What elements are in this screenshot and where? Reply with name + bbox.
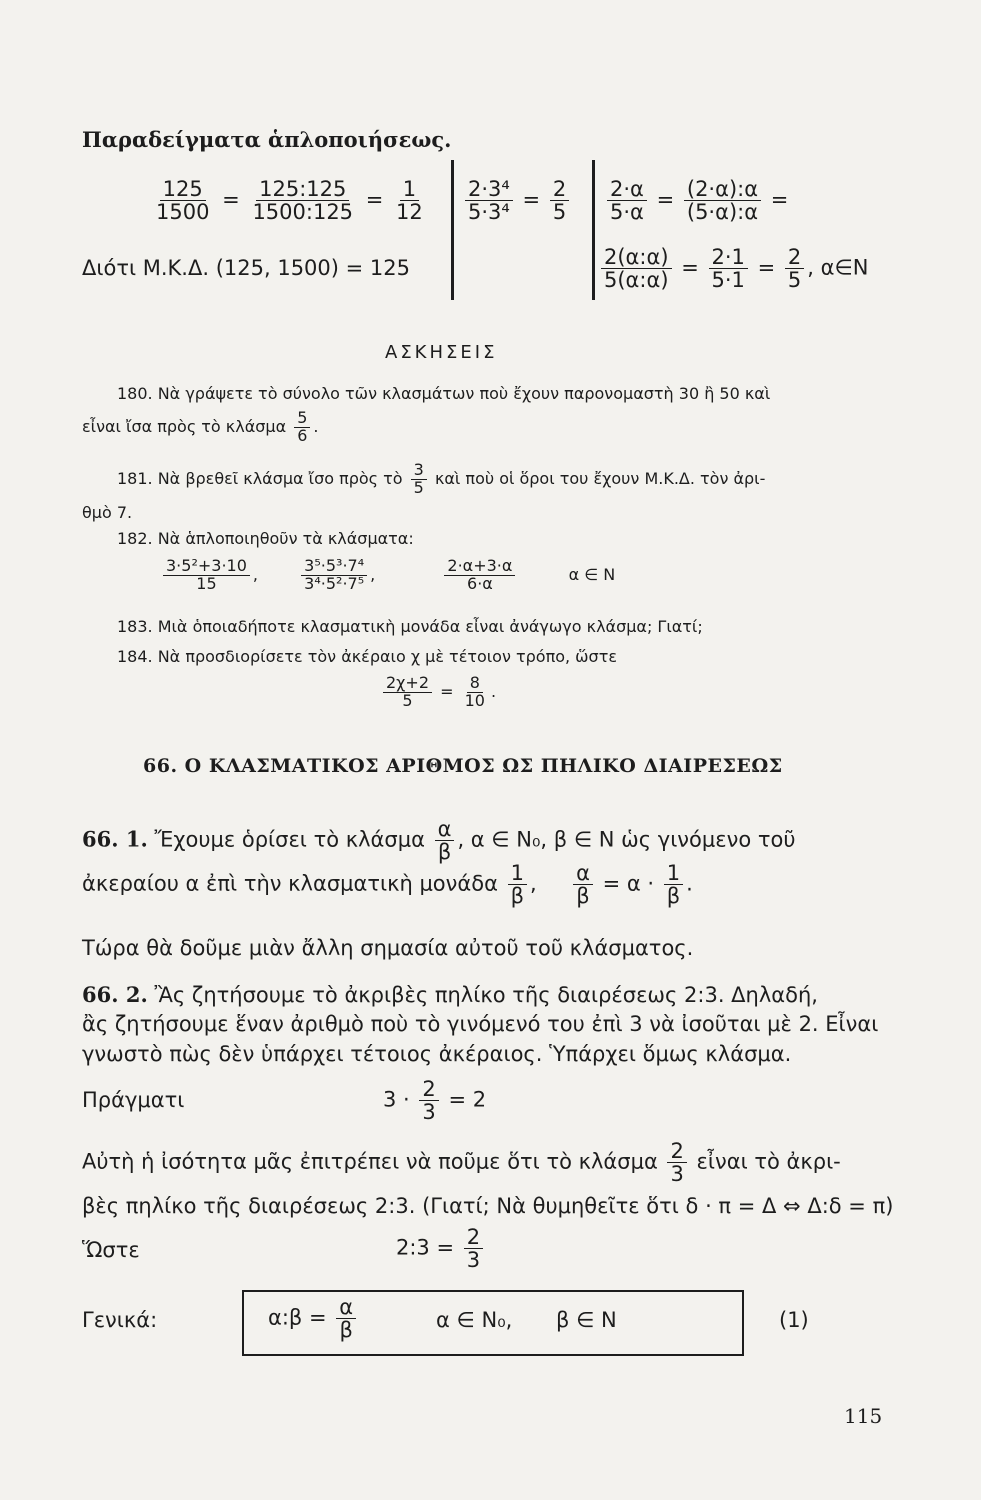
exercise-182-text: 182. Νὰ ἁπλοποιηθοῦν τὰ κλάσματα: <box>117 529 414 548</box>
general-formula: α:β = $\frac{\alpha}{\beta}$ <box>268 1296 359 1341</box>
fraction: $\frac{2}{3}$ <box>419 1078 438 1123</box>
general-label: Γενικά: <box>82 1308 158 1332</box>
fraction: $\frac{2\cdot\alpha}{5\cdot\alpha}$ <box>607 178 647 223</box>
equation-reference: (1) <box>779 1308 809 1332</box>
fraction: $\frac{2}{5}$ <box>785 246 804 291</box>
fraction: $\frac{2(\alpha:\alpha)}{5(\alpha:\alpha)}$ <box>601 246 672 291</box>
equality-line2: βὲς πηλίκο τῆς διαιρέσεως 2:3. (Γιατί; Νὰ θυμηθεῖτε ὅτι δ · π = Δ ⇔ Δ:δ = π) <box>82 1194 894 1218</box>
fraction: $\frac{2\chi+2}{5}$ <box>383 675 432 710</box>
example-3-chain-a: $\frac{2\cdot\alpha}{5\cdot\alpha}$ = $\frac{(2\cdot\alpha):\alpha}{(5\cdot\alpha):\alpha}$ = <box>604 178 788 223</box>
section-66-heading: 66. Ο ΚΛΑΣΜΑΤΙΚΟΣ ΑΡΙΘΜΟΣ ΩΣ ΠΗΛΙΚΟ ΔΙΑΙΡΕΣΕΩΣ <box>143 755 783 777</box>
paragraph-66-2-line2: ἂς ζητήσουμε ἕναν ἀριθμὸ ποὺ τὸ γινόμενό του ἐπὶ 3 νὰ ἰσοῦται μὲ 2. Εἶναι <box>82 1012 879 1036</box>
fraction: $\frac{3}{5}$ <box>411 462 427 497</box>
column-divider <box>592 160 595 300</box>
hence-label: Ὥστε <box>82 1238 140 1262</box>
fraction: $\frac{\alpha}{\beta}$ <box>336 1296 356 1341</box>
fraction: $\frac{1}{12}$ <box>396 177 423 225</box>
hence-equation: 2:3 = $\frac{2}{3}$ <box>396 1226 486 1271</box>
paragraph-66-2-line3: γνωστὸ πὼς δὲν ὑπάρχει τέτοιος ἀκέραιος. Ὑπάρχει ὅμως κλάσμα. <box>82 1042 792 1066</box>
exercises-heading: ΑΣΚΗΣΕΙΣ <box>385 342 498 363</box>
fraction: $\frac{1}{\beta}$ <box>664 862 683 907</box>
general-condition-2: β ∈ N <box>556 1308 617 1332</box>
paragraph-66-1-line1: 66. 1. Ἔχουμε ὁρίσει τὸ κλάσμα $\frac{\alpha}{\beta}$ , α ∈ N₀, β ∈ N ὡς γινόμενο τοῦ <box>82 817 796 865</box>
exercise-180-line2: εἶναι ἴσα πρὸς τὸ κλάσμα $\frac{5}{6}$ . <box>82 408 319 445</box>
fraction: $\frac{(2\cdot\alpha):\alpha}{(5\cdot\alpha):\alpha}$ <box>684 178 761 223</box>
equality-line1: Αὐτὴ ἡ ἰσότητα μᾶς ἐπιτρέπει νὰ ποῦμε ὅτι τὸ κλάσμα $\frac{2}{3}$ εἶναι τὸ ἀκρι- <box>82 1139 841 1187</box>
general-condition-1: α ∈ N₀, <box>436 1308 513 1332</box>
fraction: $\frac{\alpha}{\beta}$ <box>435 818 455 863</box>
fraction: $\frac{2}{3}$ <box>667 1140 686 1185</box>
example-3-chain-b: $\frac{2(\alpha:\alpha)}{5(\alpha:\alpha)}$ = $\frac{2\cdot 1}{5\cdot 1}$ = $\frac{2}{5}$ , α∈N <box>598 246 868 291</box>
fraction: $\frac{\text{2·3⁴}}{\text{5·3⁴}}$ <box>465 178 513 223</box>
example-1-chain: $\frac{125}{1500}$ = $\frac{125:125}{1500:125}$ = $\frac{1}{12}$ <box>150 178 429 223</box>
indeed-equation: 3 · $\frac{2}{3}$ = 2 <box>383 1077 487 1125</box>
fraction: $\frac{\alpha}{\beta}$ <box>573 862 593 907</box>
paragraph-66-1-line3: Τώρα θὰ δοῦμε μιὰν ἄλλη σημασία αὐτοῦ τοῦ κλάσματος. <box>82 936 694 960</box>
page-number: 115 <box>844 1404 883 1428</box>
fraction: $\frac{\text{3·5²+3·10}}{15}$ <box>163 558 250 593</box>
fraction: $\frac{2\cdot 1}{5\cdot 1}$ <box>709 246 748 291</box>
fraction: $\frac{5}{6}$ <box>294 410 310 445</box>
paragraph-66-1-line2: ἀκεραίου α ἐπὶ τὴν κλασματικὴ μονάδα $\frac{1}{\beta}$ , $\frac{\alpha}{\beta}$ = α · $\frac{1}{\beta}$ . <box>82 861 693 909</box>
indeed-label: Πράγματι <box>82 1088 185 1112</box>
fraction: $\frac{\text{3⁵·5³·7⁴}}{\text{3⁴·5²·7⁵}}$ <box>301 558 367 593</box>
exercise-182-fractions: $\frac{\text{3·5²+3·10}}{15}$ , $\frac{\text{3⁵·5³·7⁴}}{\text{3⁴·5²·7⁵}}$ , $\frac{2\cdot\alpha+3\cdot\alpha}{6\cdot\alpha}$ α ∈ N <box>160 558 615 593</box>
exercise-184-equation: $\frac{2\chi+2}{5}$ = $\frac{8}{10}$ . <box>380 675 496 710</box>
exercise-183: 183. Μιὰ ὁποιαδήποτε κλασματικὴ μονάδα εἶναι ἀνάγωγο κλάσμα; Γιατί; <box>117 617 703 636</box>
condition: α ∈ N <box>568 564 616 584</box>
exercise-184-text: 184. Νὰ προσδιορίσετε τὸν ἀκέραιο χ μὲ τέτοιον τρόπο, ὥστε <box>117 647 617 666</box>
exercise-181-line2: θμὸ 7. <box>82 503 133 522</box>
exercise-180-line1: 180. Νὰ γράψετε τὸ σύνολο τῶν κλασμάτων ποὺ ἔχουν παρονομαστὴ 30 ἢ 50 καὶ <box>117 384 771 403</box>
column-divider <box>451 160 454 300</box>
fraction: $\frac{125:125}{1500:125}$ <box>252 177 354 225</box>
example-2-chain: $\frac{\text{2·3⁴}}{\text{5·3⁴}}$ = $\frac{2}{5}$ <box>462 178 572 223</box>
fraction: $\frac{2\cdot\alpha+3\cdot\alpha}{6\cdot\alpha}$ <box>444 558 515 593</box>
fraction: $\frac{2}{5}$ <box>550 178 569 223</box>
fraction: $\frac{125}{1500}$ <box>156 177 210 225</box>
examples-title: Παραδείγματα ἁπλοποιήσεως. <box>82 127 452 152</box>
example-1-reason: Διότι Μ.Κ.Δ. (125, 1500) = 125 <box>82 256 410 280</box>
paragraph-66-2-line1: 66. 2. Ἂς ζητήσουμε τὸ ἀκριβὲς πηλίκο τῆς διαιρέσεως 2:3. Δηλαδή, <box>82 982 818 1007</box>
exercise-181-line1: 181. Νὰ βρεθεῖ κλάσμα ἴσο πρὸς τὸ $\frac{3}{5}$ καὶ ποὺ οἱ ὅροι του ἔχουν Μ.Κ.Δ. τὸν ἀρι- <box>117 460 766 497</box>
fraction: $\frac{8}{10}$ <box>464 673 485 710</box>
fraction: $\frac{2}{3}$ <box>464 1226 483 1271</box>
fraction: $\frac{1}{\beta}$ <box>508 862 527 907</box>
